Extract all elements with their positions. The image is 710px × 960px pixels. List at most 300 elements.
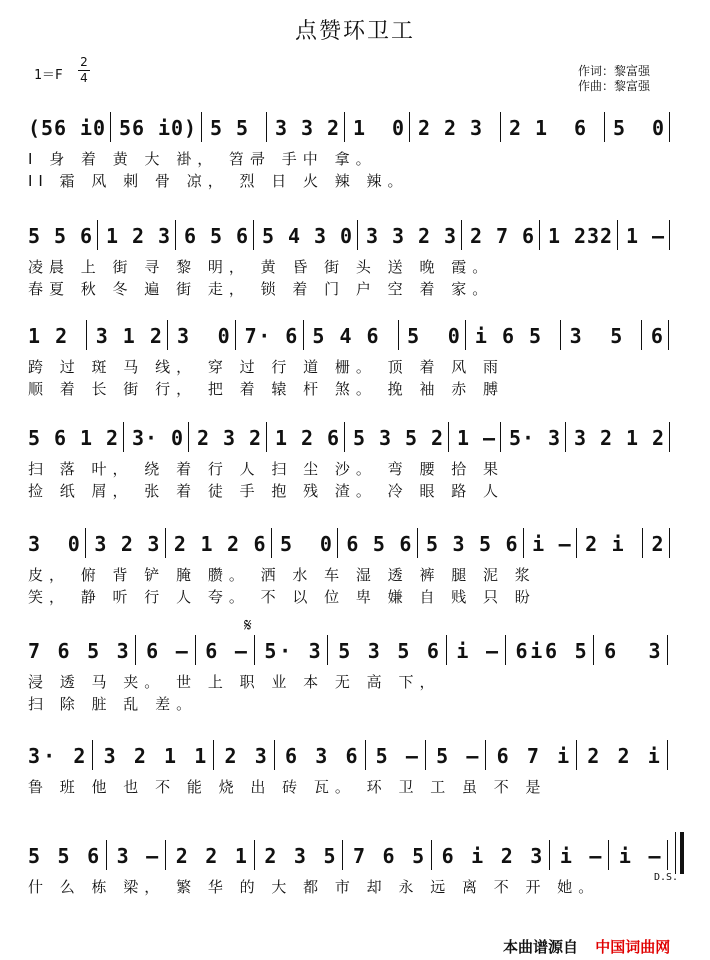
barline: [560, 320, 561, 350]
note-glyph: 3: [254, 744, 267, 768]
note-glyph: 5: [509, 426, 522, 450]
barline: [135, 635, 136, 665]
note-glyph: 5: [280, 532, 293, 556]
lyric-row: [28, 378, 688, 398]
note-glyph: 5: [436, 744, 449, 768]
note-glyph: i: [559, 844, 572, 868]
score-system: [28, 635, 688, 720]
lyric-text: 跨 过 斑 马 线， 穿 过 行 道 栅。 顶 着 风 雨: [28, 358, 504, 376]
note-glyph: 5: [375, 744, 388, 768]
note-glyph: i: [474, 324, 487, 348]
barline: [539, 220, 540, 250]
note-glyph: 1: [457, 426, 470, 450]
note-glyph: i: [456, 639, 469, 663]
note-glyph: i: [618, 844, 631, 868]
barline: [253, 220, 254, 250]
note-glyph: 5: [405, 426, 418, 450]
note-glyph: 2: [574, 224, 587, 248]
note-glyph: 7: [28, 639, 41, 663]
note-glyph: 6: [132, 116, 145, 140]
score-system: [28, 740, 688, 825]
lyric-row: [28, 798, 688, 818]
note-glyph: 7: [496, 224, 509, 248]
note-glyph: 1: [194, 744, 207, 768]
barline: [668, 320, 669, 350]
note-glyph: –: [466, 744, 479, 768]
note-glyph: i: [611, 532, 624, 556]
note-glyph: 3: [587, 224, 600, 248]
barline: [266, 422, 267, 452]
note-glyph: 3: [94, 532, 107, 556]
note-glyph: 3: [444, 224, 457, 248]
note-glyph: 3: [452, 532, 465, 556]
time-signature-top: 2: [80, 55, 88, 69]
note-glyph: 6: [545, 639, 558, 663]
note-glyph: 4: [288, 224, 301, 248]
note-glyph: ·: [258, 324, 271, 348]
note-glyph: 2: [418, 224, 431, 248]
note-glyph: 3: [176, 324, 189, 348]
barline: [576, 528, 577, 558]
note-glyph: 3: [132, 426, 145, 450]
note-glyph: 5: [264, 639, 277, 663]
lyric-text: 扫 除 脏 乱 差。: [28, 695, 198, 713]
note-glyph: –: [175, 639, 188, 663]
note-glyph: 5: [54, 224, 67, 248]
note-glyph: 6: [54, 426, 67, 450]
notation-line: [28, 740, 688, 770]
barline: [344, 422, 345, 452]
lyric-text: 春夏 秋 冬 遍 街 走， 锁 着 门 户 空 着 家。: [28, 280, 494, 298]
note-glyph: 3: [223, 426, 236, 450]
note-glyph: 5: [412, 844, 425, 868]
barline: [641, 320, 642, 350]
lyric-row: [28, 586, 688, 606]
note-glyph: 2: [55, 324, 68, 348]
score-system: [28, 320, 688, 405]
note-glyph: 2: [133, 744, 146, 768]
note-glyph: 6: [505, 532, 518, 556]
note-glyph: 2: [431, 426, 444, 450]
note-glyph: 3: [116, 639, 129, 663]
note-glyph: 6: [650, 324, 663, 348]
barline: [123, 422, 124, 452]
note-glyph: 2: [327, 116, 340, 140]
note-glyph: –: [234, 639, 247, 663]
note-glyph: 6: [80, 224, 93, 248]
note-glyph: 3: [28, 532, 41, 556]
barline: [608, 840, 609, 870]
composer-credit: 作曲：黎富强: [578, 79, 651, 93]
note-glyph: 3: [392, 224, 405, 248]
note-glyph: 2: [587, 744, 600, 768]
barline: [523, 528, 524, 558]
barline: [85, 528, 86, 558]
barline: [500, 422, 501, 452]
note-glyph: 2: [301, 426, 314, 450]
note-glyph: 2: [651, 532, 664, 556]
barline: [344, 112, 345, 142]
barline: [604, 112, 605, 142]
note-glyph: –: [485, 639, 498, 663]
score-system: [28, 112, 688, 197]
note-glyph: ): [184, 116, 197, 140]
note-glyph: 5: [28, 224, 41, 248]
barline: [417, 528, 418, 558]
note-glyph: i: [530, 639, 543, 663]
note-glyph: –: [405, 744, 418, 768]
note-glyph: 0: [447, 324, 460, 348]
note-glyph: i: [158, 116, 171, 140]
note-glyph: 6: [57, 639, 70, 663]
note-glyph: 6: [399, 532, 412, 556]
note-glyph: 2: [509, 116, 522, 140]
credits: [578, 64, 650, 94]
note-glyph: 1: [626, 224, 639, 248]
barline: [465, 320, 466, 350]
lyric-text: 顺 着 长 街 行， 把 着 辕 杆 煞。 挽 袖 赤 膊: [28, 380, 504, 398]
barline: [357, 220, 358, 250]
note-glyph: 5: [613, 116, 626, 140]
note-glyph: 6: [327, 426, 340, 450]
notation-line: [28, 635, 688, 665]
barline: [431, 840, 432, 870]
barline: [485, 740, 486, 770]
key-signature: 1＝F: [34, 68, 63, 83]
note-glyph: 2: [617, 744, 630, 768]
lyric-row: [28, 458, 688, 478]
barline: [667, 740, 668, 770]
barline: [446, 635, 447, 665]
barline: [167, 320, 168, 350]
note-glyph: 0: [93, 116, 106, 140]
barline: [398, 320, 399, 350]
barline: [271, 528, 272, 558]
score-system: [28, 422, 688, 507]
note-glyph: –: [483, 426, 496, 450]
note-glyph: 3: [548, 426, 561, 450]
time-signature-bottom: 4: [80, 71, 88, 85]
note-glyph: 5: [87, 639, 100, 663]
song-title: 点赞环卫工: [294, 19, 415, 44]
note-glyph: 6: [574, 116, 587, 140]
note-glyph: 2: [600, 426, 613, 450]
note-glyph: 2: [418, 116, 431, 140]
score-system: [28, 840, 688, 925]
note-glyph: 6: [515, 639, 528, 663]
note-glyph: 6: [184, 224, 197, 248]
note-glyph: 2: [175, 844, 188, 868]
note-glyph: 2: [173, 532, 186, 556]
final-barline-thin: [675, 832, 676, 874]
note-glyph: 5: [28, 844, 41, 868]
barline: [106, 840, 107, 870]
note-glyph: 1: [164, 744, 177, 768]
note-glyph: 1: [548, 224, 561, 248]
barline: [669, 422, 670, 452]
note-glyph: 5: [119, 116, 132, 140]
note-glyph: 6: [496, 744, 509, 768]
note-glyph: 3: [158, 224, 171, 248]
notation-line: [28, 320, 688, 350]
barline: [97, 220, 98, 250]
note-glyph: 6: [205, 639, 218, 663]
lyric-row: [28, 480, 688, 500]
note-glyph: 0: [340, 224, 353, 248]
note-glyph: 2: [264, 844, 277, 868]
note-glyph: 6: [346, 532, 359, 556]
lyric-row: [28, 776, 688, 796]
barline: [188, 422, 189, 452]
note-glyph: 2: [500, 844, 513, 868]
note-glyph: 5: [312, 324, 325, 348]
note-glyph: 7: [526, 744, 539, 768]
barline: [266, 112, 267, 142]
note-glyph: 5: [407, 324, 420, 348]
barline: [409, 112, 410, 142]
footer-brand[interactable]: 中国词曲网: [595, 938, 671, 956]
note-glyph: 0: [392, 116, 405, 140]
barline: [448, 422, 449, 452]
note-glyph: 6: [382, 844, 395, 868]
barline: [195, 635, 196, 665]
note-glyph: i: [557, 744, 570, 768]
note-glyph: 0: [171, 116, 184, 140]
barline: [274, 740, 275, 770]
source-footer: [503, 936, 670, 957]
note-glyph: 2: [197, 426, 210, 450]
note-glyph: 5: [574, 639, 587, 663]
barline: [254, 635, 255, 665]
note-glyph: 3: [569, 324, 582, 348]
lyric-row: [28, 876, 688, 896]
note-glyph: 2: [120, 532, 133, 556]
note-glyph: 6: [604, 639, 617, 663]
note-glyph: 6: [441, 844, 454, 868]
barline: [669, 112, 670, 142]
lyric-text: 什 么 栋 梁， 繁 华 的 大 都 市 却 永 远 离 不 开 她。: [28, 878, 600, 896]
note-glyph: 5: [41, 116, 54, 140]
barline: [254, 840, 255, 870]
lyric-text: 捡 纸 屑， 张 着 徒 手 抱 残 渣。 冷 眼 路 人: [28, 482, 504, 500]
lyric-text: 浸 透 马 夹。 世 上 职 业 本 无 高 下，: [28, 673, 441, 691]
note-glyph: 2: [132, 224, 145, 248]
lyric-text: 凌晨 上 街 寻 黎 明， 黄 昏 街 头 送 晚 霞。: [28, 258, 494, 276]
note-glyph: 7: [244, 324, 257, 348]
barline: [667, 840, 668, 870]
note-glyph: 1: [122, 324, 135, 348]
lyric-text: I 身 着 黄 大 褂， 笤帚 手中 拿。: [28, 150, 377, 168]
dal-segno-mark: D.S.: [654, 872, 679, 883]
barline: [617, 220, 618, 250]
note-glyph: 1: [626, 426, 639, 450]
barline: [576, 740, 577, 770]
note-glyph: 2: [73, 744, 86, 768]
lyric-row: [28, 170, 688, 190]
barline: [235, 320, 236, 350]
note-glyph: 2: [585, 532, 598, 556]
notation-line: [28, 220, 688, 250]
barline: [175, 220, 176, 250]
note-glyph: 7: [353, 844, 366, 868]
note-glyph: –: [652, 224, 665, 248]
note-glyph: –: [648, 844, 661, 868]
note-glyph: 6: [522, 224, 535, 248]
segno-sign: 𝄋: [244, 615, 252, 636]
barline: [365, 740, 366, 770]
notation-line: [28, 112, 688, 142]
note-glyph: ·: [145, 426, 158, 450]
note-glyph: 6: [87, 844, 100, 868]
lyric-row: [28, 256, 688, 276]
note-glyph: 2: [149, 324, 162, 348]
note-glyph: 3: [366, 224, 379, 248]
note-glyph: 0: [67, 532, 80, 556]
note-glyph: –: [146, 844, 159, 868]
note-glyph: 5: [28, 426, 41, 450]
barline: [593, 635, 594, 665]
note-glyph: 5: [529, 324, 542, 348]
barline: [92, 740, 93, 770]
note-glyph: 3: [103, 744, 116, 768]
lyric-row: [28, 693, 688, 713]
note-glyph: 2: [226, 532, 240, 556]
note-glyph: i: [647, 744, 660, 768]
lyric-text: 笑， 静 听 行 人 夸。 不 以 位 卑 嫌 自 贱 只 盼: [28, 588, 536, 606]
footer-text: 本曲谱源自: [503, 938, 579, 956]
note-glyph: 0: [217, 324, 230, 348]
note-glyph: 2: [249, 426, 262, 450]
note-glyph: 5: [210, 116, 223, 140]
note-glyph: ·: [522, 426, 535, 450]
note-glyph: 2: [224, 744, 237, 768]
note-glyph: 3: [293, 844, 306, 868]
note-glyph: 5: [323, 844, 336, 868]
score-system: [28, 220, 688, 305]
note-glyph: 5: [372, 532, 385, 556]
note-glyph: 1: [106, 224, 119, 248]
lyric-text: 扫 落 叶， 绕 着 行 人 扫 尘 沙。 弯 腰 拾 果: [28, 460, 504, 478]
note-glyph: 5: [210, 224, 223, 248]
note-glyph: 3: [367, 639, 380, 663]
note-glyph: –: [589, 844, 602, 868]
note-glyph: 2: [444, 116, 457, 140]
note-glyph: 5: [262, 224, 275, 248]
note-glyph: 6: [284, 744, 298, 768]
barline: [86, 320, 87, 350]
note-glyph: i: [80, 116, 93, 140]
note-glyph: 5: [353, 426, 366, 450]
note-glyph: 1: [28, 324, 41, 348]
note-glyph: 0: [319, 532, 332, 556]
note-glyph: 5: [425, 532, 438, 556]
note-glyph: 6: [253, 532, 266, 556]
barline: [669, 528, 670, 558]
note-glyph: 1: [80, 426, 93, 450]
lyric-row: [28, 671, 688, 691]
notation-line: [28, 528, 688, 558]
note-glyph: 5: [479, 532, 492, 556]
time-signature: [78, 56, 90, 85]
note-glyph: 1: [275, 426, 288, 450]
note-glyph: 3: [470, 116, 483, 140]
note-glyph: 5: [610, 324, 623, 348]
note-glyph: 2: [652, 426, 665, 450]
lyricist-credit: 作词：黎富强: [578, 64, 651, 78]
note-glyph: 2: [205, 844, 218, 868]
note-glyph: 5: [236, 116, 249, 140]
note-glyph: –: [558, 532, 571, 556]
barline: [667, 635, 668, 665]
note-glyph: 6: [426, 639, 439, 663]
note-glyph: ·: [279, 639, 292, 663]
barline: [337, 528, 338, 558]
note-glyph: 6: [366, 324, 379, 348]
note-glyph: 3: [116, 844, 129, 868]
note-glyph: 3: [314, 224, 327, 248]
note-glyph: 6: [345, 744, 358, 768]
barline: [110, 112, 111, 142]
lyric-row: [28, 278, 688, 298]
barline: [642, 528, 643, 558]
note-glyph: 2: [600, 224, 613, 248]
note-glyph: 5: [397, 639, 410, 663]
note-glyph: 0: [171, 426, 184, 450]
lyric-row: [28, 356, 688, 376]
lyric-text: II 霜 风 刺 骨 凉， 烈 日 火 辣 辣。: [28, 172, 409, 190]
barline: [213, 740, 214, 770]
barline: [165, 528, 166, 558]
note-glyph: 3: [28, 744, 41, 768]
final-barline-thick: [680, 832, 684, 874]
barline: [500, 112, 501, 142]
note-glyph: 3: [95, 324, 108, 348]
barline: [425, 740, 426, 770]
note-glyph: 1: [353, 116, 366, 140]
lyric-text: 鲁 班 他 也 不 能 烧 出 砖 瓦。 环 卫 工 虽 不 是: [28, 778, 547, 796]
notation-line: [28, 422, 688, 452]
note-glyph: 3: [147, 532, 160, 556]
note-glyph: 2: [470, 224, 483, 248]
note-glyph: 5: [338, 639, 351, 663]
note-glyph: 6: [236, 224, 249, 248]
note-glyph: 4: [339, 324, 352, 348]
note-glyph: 6: [501, 324, 514, 348]
lyric-row: [28, 898, 688, 918]
note-glyph: 6: [285, 324, 298, 348]
note-glyph: 3: [301, 116, 314, 140]
note-glyph: (: [28, 116, 41, 140]
note-glyph: 1: [200, 532, 213, 556]
barline: [565, 422, 566, 452]
note-glyph: 5: [57, 844, 70, 868]
note-glyph: 3: [315, 744, 328, 768]
barline: [342, 840, 343, 870]
barline: [669, 220, 670, 250]
barline: [303, 320, 304, 350]
note-glyph: 3: [648, 639, 661, 663]
note-glyph: 3: [275, 116, 288, 140]
note-glyph: 3: [308, 639, 321, 663]
note-glyph: 6: [146, 639, 159, 663]
note-glyph: 0: [652, 116, 665, 140]
note-glyph: 2: [106, 426, 119, 450]
barline: [549, 840, 550, 870]
notation-line: [28, 840, 688, 870]
barline: [505, 635, 506, 665]
barline: [201, 112, 202, 142]
score-system: [28, 528, 688, 613]
